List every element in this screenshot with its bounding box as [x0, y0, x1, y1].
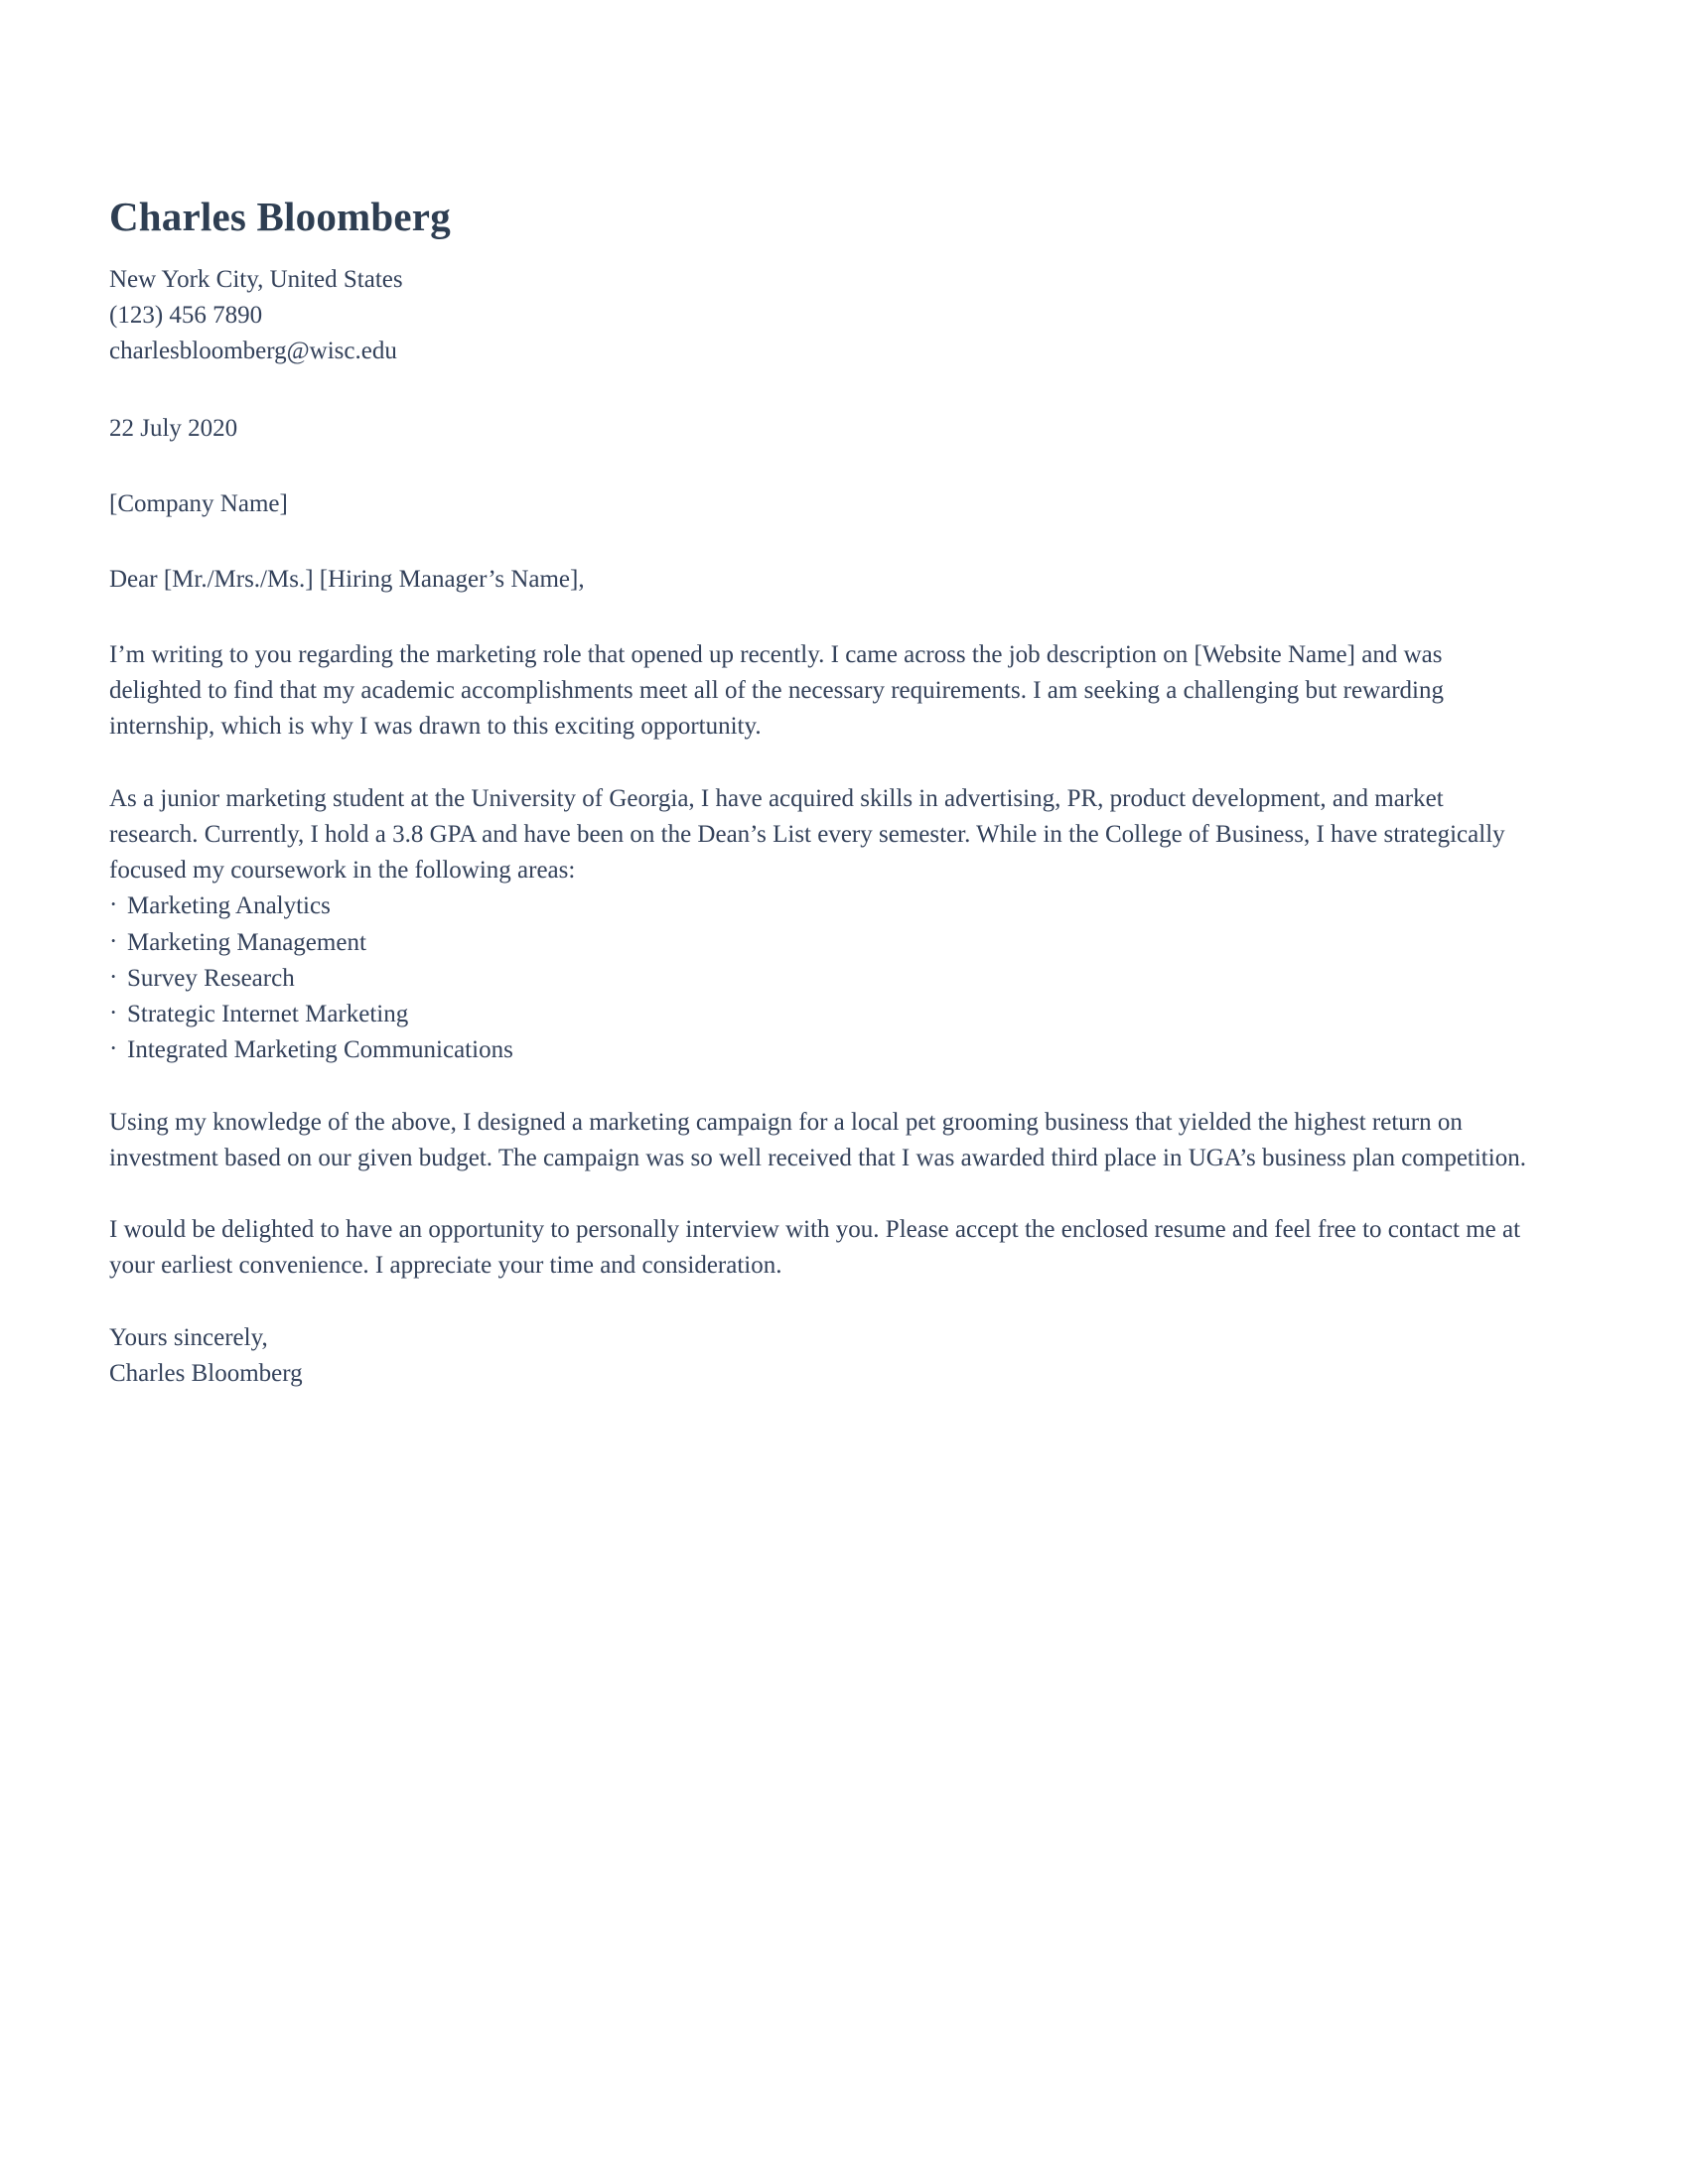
spacer-after-company — [109, 522, 1529, 562]
coursework-list — [109, 888, 1529, 1068]
sender-name-heading: Charles Bloomberg — [109, 194, 451, 239]
recipient-company: [Company Name] — [109, 489, 288, 517]
spacer-after-contact — [109, 369, 1529, 411]
letter-body — [109, 195, 1529, 1392]
spacer-after-date — [109, 447, 1529, 486]
spacer-after-salutation — [109, 598, 1529, 637]
sender-email: charlesbloomberg@wisc.edu — [109, 337, 397, 364]
list-item: · Integrated Marketing Communications — [109, 1032, 1529, 1068]
list-item: · Strategic Internet Marketing — [109, 997, 1529, 1032]
sender-location: New York City, United States — [109, 265, 403, 293]
list-item: · Survey Research — [109, 961, 1529, 997]
body-paragraph-4: I would be delighted to have an opportunity to personally interview with you. Please accept the enclosed resume and feel free to contact me at your earliest convenience. I appreciate your time and consideration. — [109, 1216, 1521, 1280]
letter-date: 22 July 2020 — [109, 414, 238, 442]
salutation: Dear [Mr./Mrs./Ms.] [Hiring Manager’s Name], — [109, 565, 585, 593]
body-paragraph-1: I’m writing to you regarding the marketing role that opened up recently. I came across the job description on [Website Name] and was delighted to find that my academic accomplishments meet all of the necessary requirements. I am seeking a challenging but rewarding internship, which is why I was drawn to this exciting opportunity. — [109, 640, 1444, 741]
list-item: · Marketing Management — [109, 925, 1529, 961]
list-item: · Marketing Analytics — [109, 888, 1529, 924]
body-paragraph-2: As a junior marketing student at the University of Georgia, I have acquired skills in advertising, PR, product development, and market research. Currently, I hold a 3.8 GPA and have been on the Dean’s List every semester. While in the College of Business, I have strategically focused my coursework in the following areas: — [109, 784, 1505, 885]
body-paragraph-3: Using my knowledge of the above, I designed a marketing campaign for a local pet grooming business that yielded the highest return on investment based on our given budget. The campaign was so well received that I was awarded third place in UGA’s business plan competition. — [109, 1108, 1526, 1171]
sender-phone: (123) 456 7890 — [109, 301, 263, 329]
signature-name: Charles Bloomberg — [109, 1359, 303, 1387]
closing-salutation: Yours sincerely, — [109, 1323, 268, 1351]
